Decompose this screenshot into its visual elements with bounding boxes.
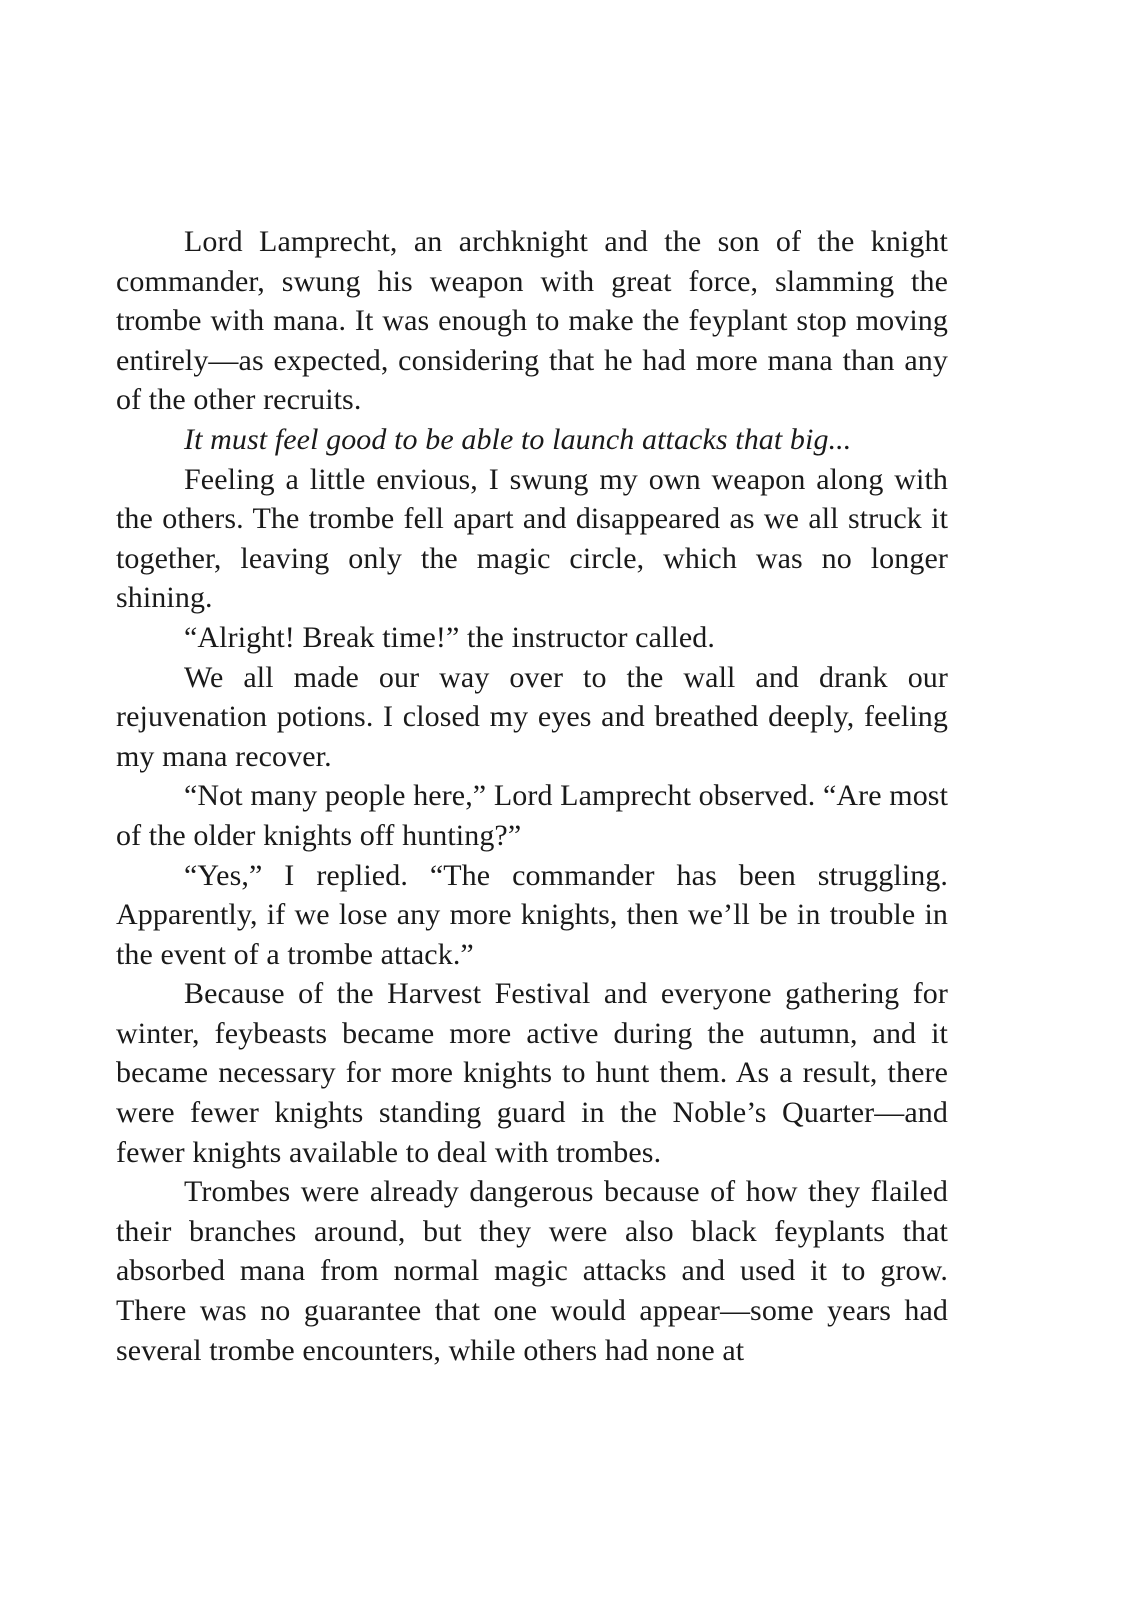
paragraph-dialogue: “Not many people here,” Lord Lamprecht observed. “Are most of the older knights off hunting?”	[116, 779, 948, 852]
paragraph: Lord Lamprecht, an archknight and the son of the knight commander, swung his weapon with great force, slamming the trombe with mana. It was enough to make the feyplant stop moving entirely—as expected, considering that he had more mana than any of the other recruits.	[116, 225, 948, 417]
paragraph-dialogue: “Alright! Break time!” the instructor called.	[184, 620, 715, 654]
paragraph: Trombes were already dangerous because of how they flailed their branches around, but they were also black feyplants that absorbed mana from normal magic attacks and used it to grow. There was no guarantee that one would appear—some years had several trombe encounters, while others had none at	[116, 1175, 948, 1367]
paragraph-italic-thought: It must feel good to be able to launch attacks that big...	[184, 422, 852, 456]
body-text	[116, 222, 948, 1370]
paragraph: Because of the Harvest Festival and everyone gathering for winter, feybeasts became more active during the autumn, and it became necessary for more knights to hunt them. As a result, there were fewer knights standing guard in the Noble’s Quarter—and fewer knights available to deal with trombes.	[116, 977, 948, 1169]
paragraph-dialogue: “Yes,” I replied. “The commander has been struggling. Apparently, if we lose any more knights, then we’ll be in trouble in the event of a trombe attack.”	[116, 858, 948, 971]
paragraph: We all made our way over to the wall and drank our rejuvenation potions. I closed my eyes and breathed deeply, feeling my mana recover.	[116, 660, 948, 773]
paragraph: Feeling a little envious, I swung my own weapon along with the others. The trombe fell apart and disappeared as we all struck it together, leaving only the magic circle, which was no longer shining.	[116, 462, 948, 615]
